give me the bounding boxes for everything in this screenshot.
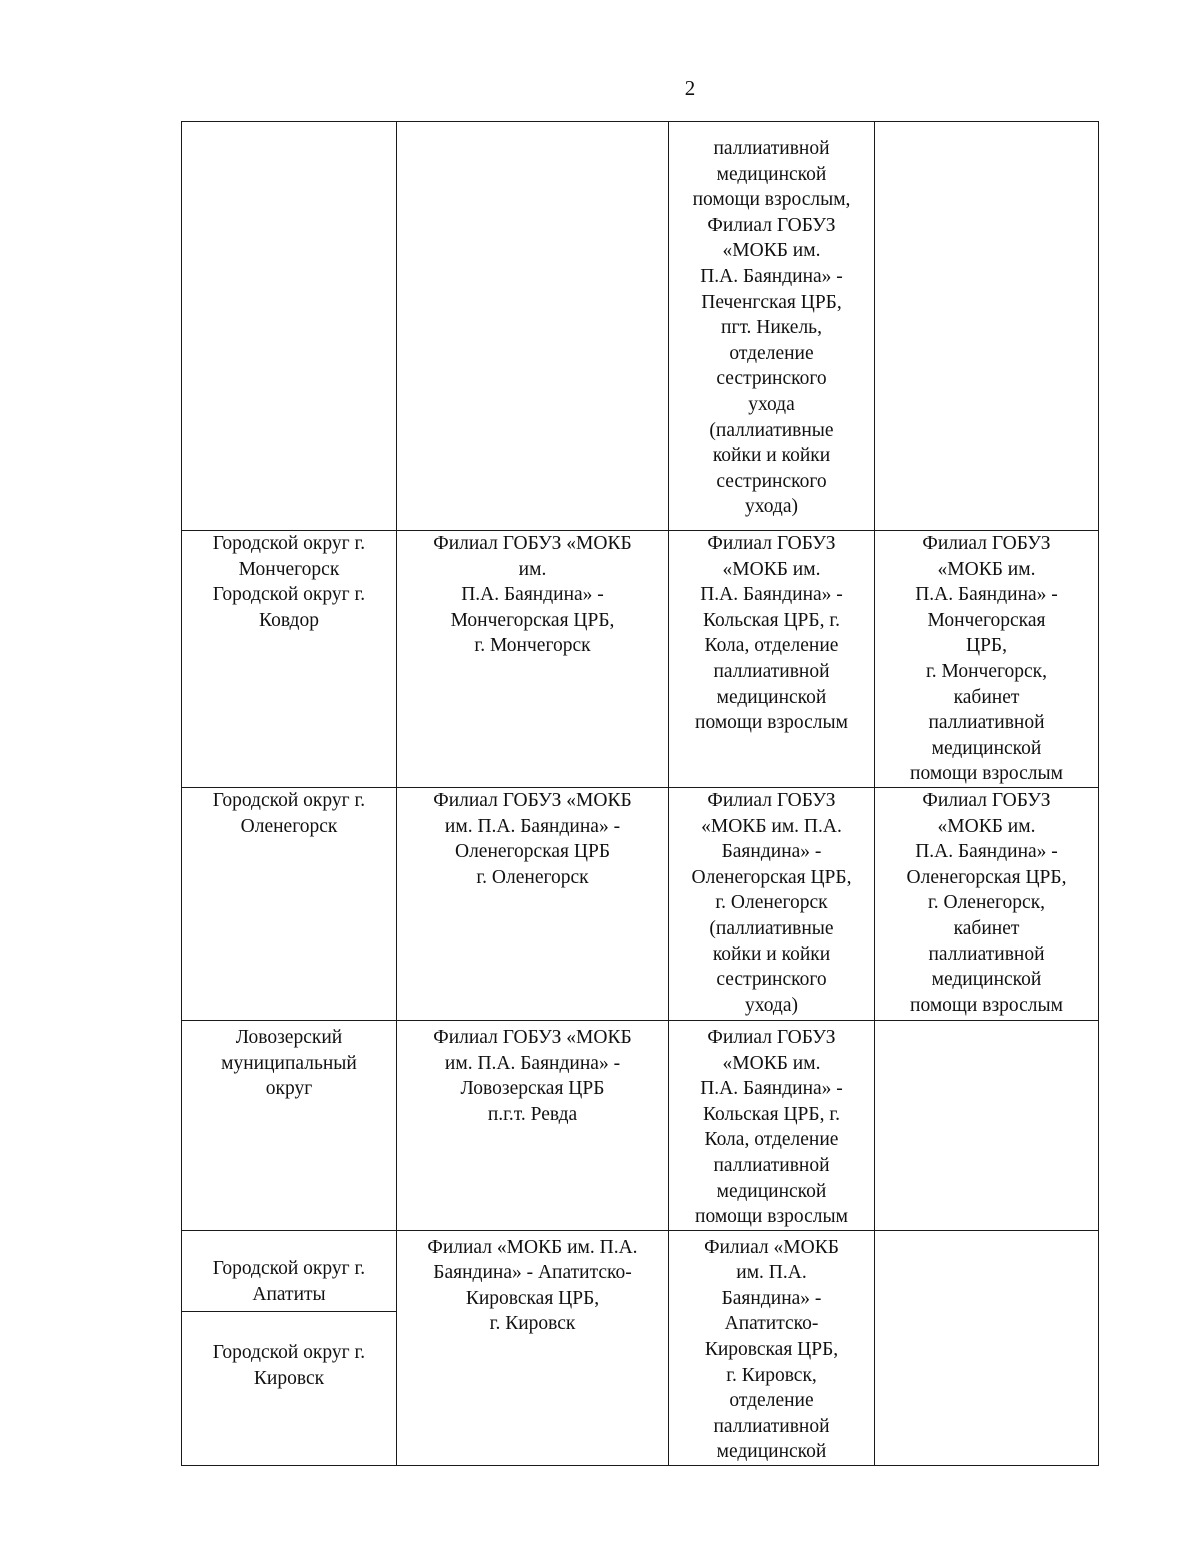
institution-cell [397, 122, 669, 531]
cabinet-cell: Филиал ГОБУЗ «МОКБ им. П.А. Баяндина» - Оленегорская ЦРБ, г. Оленегорск, кабинет паллиативной медицинской помощи взрослым [875, 787, 1099, 1020]
palliative-care-table [181, 121, 1099, 1466]
table-row [182, 787, 1099, 1020]
municipality-kirovsk: Городской округ г. Кировск [212, 1342, 366, 1389]
institution-cell: Филиал «МОКБ им. П.А. Баяндина» - Апатитско- Кировская ЦРБ, г. Кировск [397, 1230, 669, 1465]
department-cell: Филиал «МОКБ им. П.А. Баяндина» - Апатитско- Кировская ЦРБ, г. Кировск, отделение паллиативной медицинской [669, 1230, 875, 1465]
municipality-cell [182, 1230, 397, 1465]
table-row [182, 531, 1099, 788]
page-number: 2 [684, 76, 696, 100]
table-row [182, 1020, 1099, 1230]
table-row [182, 122, 1099, 531]
municipality-apatity: Городской округ г. Апатиты [182, 1256, 396, 1312]
department-cell: Филиал ГОБУЗ «МОКБ им. П.А. Баяндина» - Кольская ЦРБ, г. Кола, отделение паллиативной медицинской помощи взрослым [669, 1020, 875, 1230]
cabinet-cell [875, 1020, 1099, 1230]
cabinet-cell: Филиал ГОБУЗ «МОКБ им. П.А. Баяндина» - Мончегорская ЦРБ, г. Мончегорск, кабинет паллиативной медицинской помощи взрослым [875, 531, 1099, 788]
cabinet-cell [875, 1230, 1099, 1465]
institution-cell: Филиал ГОБУЗ «МОКБ им. П.А. Баяндина» - Ловозерская ЦРБ п.г.т. Ревда [397, 1020, 669, 1230]
cabinet-cell [875, 122, 1099, 531]
institution-cell: Филиал ГОБУЗ «МОКБ им. П.А. Баяндина» - Мончегорская ЦРБ, г. Мончегорск [397, 531, 669, 788]
department-cell: Филиал ГОБУЗ «МОКБ им. П.А. Баяндина» - Оленегорская ЦРБ, г. Оленегорск (паллиативные койки и койки сестринского ухода) [669, 787, 875, 1020]
table-row [182, 1230, 1099, 1465]
municipality-cell: Городской округ г. Оленегорск [182, 787, 397, 1020]
department-cell: Филиал ГОБУЗ «МОКБ им. П.А. Баяндина» - Кольская ЦРБ, г. Кола, отделение паллиативной медицинской помощи взрослым [669, 531, 875, 788]
municipality-cell: Ловозерский муниципальный округ [182, 1020, 397, 1230]
municipality-cell: Городской округ г. Мончегорск Городской округ г. Ковдор [182, 531, 397, 788]
department-cell: паллиативной медицинской помощи взрослым, Филиал ГОБУЗ «МОКБ им. П.А. Баяндина» - Печенгская ЦРБ, пгт. Никель, отделение сестринского ухода (паллиативные койки и койки сестринского ухода) [669, 122, 875, 531]
institution-cell: Филиал ГОБУЗ «МОКБ им. П.А. Баяндина» - Оленегорская ЦРБ г. Оленегорск [397, 787, 669, 1020]
municipality-cell [182, 122, 397, 531]
